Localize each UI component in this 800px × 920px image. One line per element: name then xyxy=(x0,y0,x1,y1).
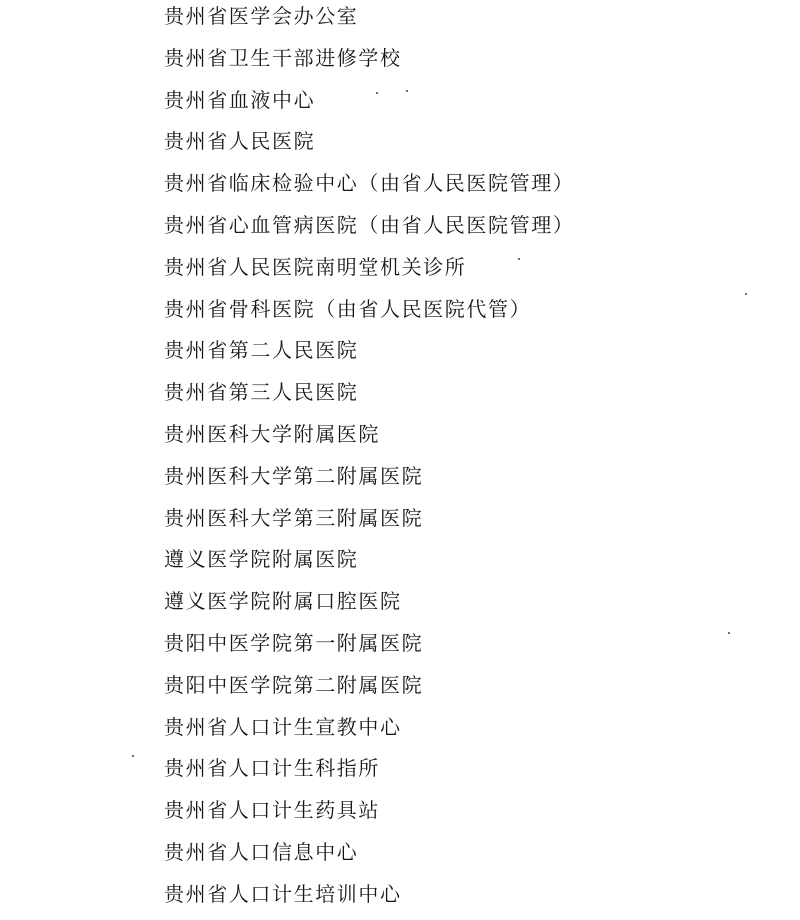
list-item: 贵州省血液中心 xyxy=(164,87,316,112)
scan-speck xyxy=(745,293,747,295)
list-item: 贵阳中医学院第一附属医院 xyxy=(164,630,424,655)
list-item: 贵州省医学会办公室 xyxy=(164,4,359,28)
institution-list xyxy=(164,0,574,920)
list-item: 贵州省临床检验中心（由省人民医院管理） xyxy=(164,171,575,196)
list-item: 贵州省第三人民医院 xyxy=(164,380,359,405)
list-item: 贵州医科大学第三附属医院 xyxy=(164,505,424,530)
scan-speck xyxy=(132,755,134,757)
list-item: 贵阳中医学院第二附属医院 xyxy=(164,672,424,697)
scan-speck xyxy=(406,90,408,92)
list-item: 贵州省人民医院 xyxy=(164,129,316,154)
list-item: 贵州省骨科医院（由省人民医院代管） xyxy=(164,296,532,321)
list-item: 遵义医学院附属口腔医院 xyxy=(164,589,402,614)
list-item: 贵州省人口信息中心 xyxy=(164,839,359,864)
list-item: 贵州省第二人民医院 xyxy=(164,338,359,363)
list-item: 贵州省卫生干部进修学校 xyxy=(164,45,402,70)
list-item: 贵州医科大学第二附属医院 xyxy=(164,463,424,488)
list-item: 贵州省人口计生科指所 xyxy=(164,756,380,781)
list-item: 贵州省人口计生药具站 xyxy=(164,798,380,823)
scan-speck xyxy=(376,92,378,94)
scan-speck xyxy=(518,258,520,260)
list-item: 贵州省人口计生培训中心 xyxy=(164,881,402,906)
list-item: 贵州省人民医院南明堂机关诊所 xyxy=(164,254,467,279)
scan-speck xyxy=(728,632,730,634)
list-item: 贵州医科大学附属医院 xyxy=(164,421,380,446)
list-item: 贵州省心血管病医院（由省人民医院管理） xyxy=(164,212,575,237)
list-item: 遵义医学院附属医院 xyxy=(164,547,359,572)
list-item: 贵州省人口计生宣教中心 xyxy=(164,714,402,739)
